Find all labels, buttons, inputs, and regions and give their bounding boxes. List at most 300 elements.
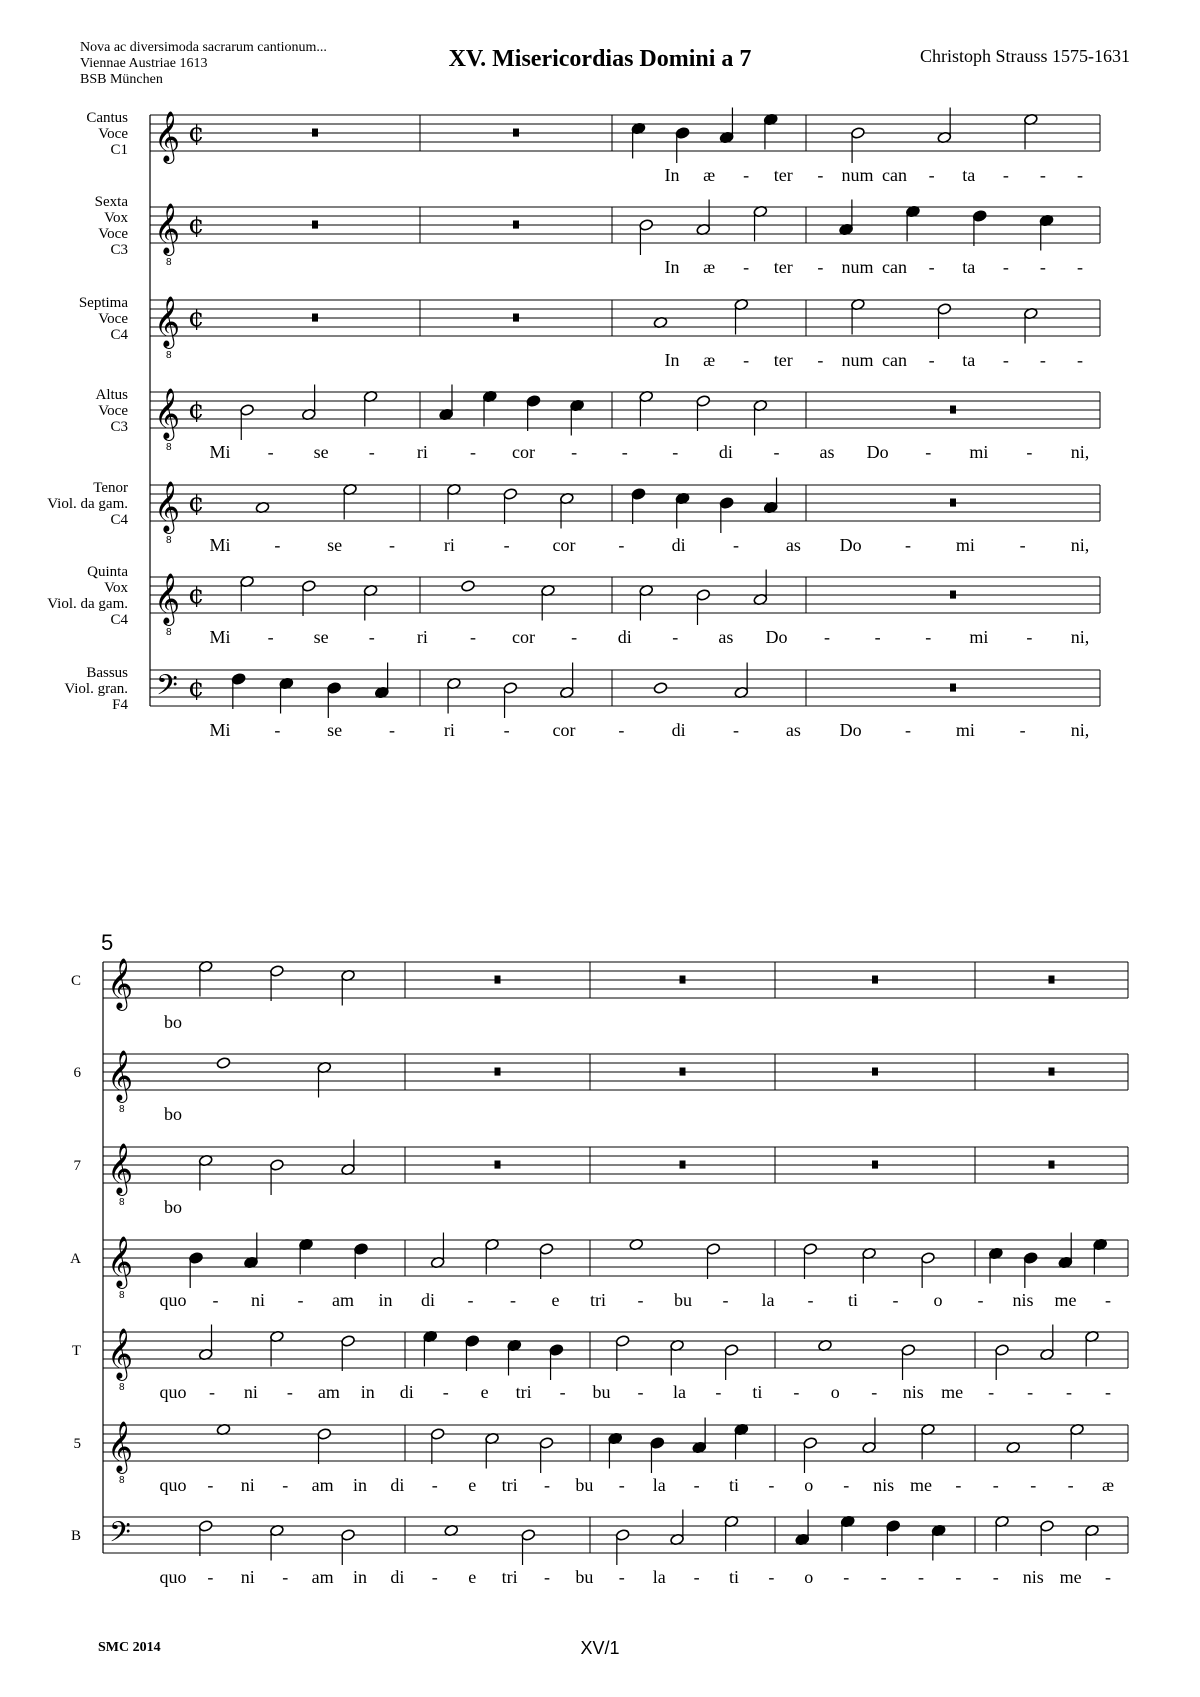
system-1-voice-3-time-signature: ¢ bbox=[188, 303, 205, 333]
system-1-voice-4-lyric: mi bbox=[969, 442, 989, 462]
system-2-voice-2-measure-2-rest bbox=[495, 1068, 501, 1076]
system-2-voice-4-lyric: - bbox=[467, 1290, 474, 1310]
system-2-voice-6-octave-mark: 8 bbox=[119, 1475, 125, 1486]
system-1-voice-5-lyric: di bbox=[671, 535, 686, 555]
system-1-voice-3-lyric: - bbox=[1002, 350, 1009, 370]
system-1-voice-7-lyric: - bbox=[503, 720, 510, 740]
system-1-voice-6-lyric: - bbox=[672, 627, 679, 647]
system-2-voice-7-lyric: - bbox=[207, 1567, 214, 1587]
system-2-voice-4-lyric: nis bbox=[1012, 1290, 1034, 1310]
footer-credit: SMC 2014 bbox=[98, 1640, 161, 1655]
system-1-voice-1-label-line: Voce bbox=[98, 126, 128, 142]
system-2-voice-4-lyric: - bbox=[807, 1290, 814, 1310]
system-2-voice-7-lyric: - bbox=[955, 1567, 962, 1587]
system-2-voice-4-lyric: - bbox=[212, 1290, 219, 1310]
system-2-voice-5-lyric: - bbox=[559, 1382, 566, 1402]
system-2-voice-6-lyric: - bbox=[1030, 1475, 1037, 1495]
system-2-voice-3-measure-2-rest bbox=[495, 1161, 501, 1169]
system-2-voice-6-lyric: - bbox=[1067, 1475, 1074, 1495]
system-2-voice-7-lyric: e bbox=[468, 1567, 477, 1587]
system-2-voice-5-lyric: - bbox=[208, 1382, 215, 1402]
system-2-voice-5-lyric: ti bbox=[752, 1382, 763, 1402]
system-1-voice-3-note-notehead bbox=[937, 303, 952, 316]
system-1-voice-5-lyric: mi bbox=[955, 535, 975, 555]
system-2-voice-5-lyric: - bbox=[286, 1382, 293, 1402]
system-2-voice-7-lyric: me bbox=[1059, 1567, 1082, 1587]
system-1-voice-5-note-notehead bbox=[503, 488, 518, 501]
system-2-voice-1-measure-5-rest bbox=[1049, 976, 1055, 984]
system-1-voice-3-lyric: ta bbox=[962, 350, 976, 370]
system-2-voice-5-lyric: ni bbox=[243, 1382, 258, 1402]
system-1-voice-4-label-line: Altus bbox=[95, 387, 128, 403]
page-number: XV/1 bbox=[580, 1638, 620, 1658]
system-1-voice-7-lyric: ri bbox=[443, 720, 455, 740]
system-1-voice-2-note-notehead bbox=[972, 210, 987, 223]
system-1-voice-1-lyric: æ bbox=[703, 165, 716, 185]
system-2-voice-7-lyric: - bbox=[431, 1567, 438, 1587]
system-2-voice-4-lyric: - bbox=[510, 1290, 516, 1310]
system-1-voice-2-label-line: Voce bbox=[98, 226, 128, 242]
system-1-voice-7-note-notehead bbox=[653, 682, 668, 695]
system-2-voice-6-treble-clef: 𝄞 bbox=[107, 1421, 134, 1472]
system-2-voice-6-lyric: nis bbox=[873, 1475, 895, 1495]
system-1-voice-2-treble-clef: 𝄞 bbox=[154, 203, 181, 254]
system-2-voice-6-lyric: la bbox=[652, 1475, 666, 1495]
system-1-voice-1-treble-clef: 𝄞 bbox=[154, 111, 181, 162]
system-1-voice-1-label-line: C1 bbox=[110, 142, 128, 158]
system-1-voice-3-lyric: - bbox=[817, 350, 824, 370]
system-2-voice-4-lyric: - bbox=[297, 1290, 304, 1310]
system-1-voice-6-time-signature: ¢ bbox=[188, 580, 205, 610]
system-2-voice-6-lyric: o bbox=[804, 1475, 814, 1495]
system-2-voice-5-lyric: di bbox=[399, 1382, 414, 1402]
system-2-voice-6-lyric: - bbox=[955, 1475, 962, 1495]
system-2-voice-7-note-notehead bbox=[341, 1529, 356, 1542]
system-1-voice-3-label-line: Septima bbox=[78, 295, 128, 311]
system-2-voice-4-note-notehead bbox=[921, 1252, 936, 1265]
system-2-voice-6-label-line: 5 bbox=[73, 1436, 81, 1452]
system-2-voice-1-measure-4-rest bbox=[872, 976, 878, 984]
system-2-voice-4-lyric: bu bbox=[674, 1290, 692, 1310]
system-2-voice-5-lyric: nis bbox=[902, 1382, 924, 1402]
system-1-voice-6-lyric: - bbox=[1026, 627, 1033, 647]
system-1-voice-4-label-line: C3 bbox=[110, 419, 128, 435]
system-1-voice-2-lyric: - bbox=[1002, 257, 1009, 277]
system-2-voice-6-lyric: - bbox=[618, 1475, 625, 1495]
system-2-voice-1-measure-3-rest bbox=[680, 976, 686, 984]
system-2-voice-7-note-notehead bbox=[1040, 1520, 1055, 1533]
system-1-voice-4-time-signature: ¢ bbox=[188, 395, 205, 425]
system-1-voice-7-lyric: - bbox=[905, 720, 911, 740]
system-2-voice-6-lyric: quo bbox=[159, 1475, 187, 1495]
system-2-voice-4-lyric: in bbox=[378, 1290, 393, 1310]
system-2-voice-5-treble-clef: 𝄞 bbox=[107, 1328, 134, 1379]
system-1-voice-3-label-line: C4 bbox=[110, 327, 128, 343]
system-1-voice-5-lyric: - bbox=[905, 535, 911, 555]
system-2-voice-5-lyric: - bbox=[715, 1382, 722, 1402]
system-2-voice-6-lyric: tri bbox=[501, 1475, 518, 1495]
system-1-voice-4-lyric: - bbox=[925, 442, 932, 462]
system-1-voice-6-measure-4-rest bbox=[950, 591, 956, 599]
system-2-voice-1-measure-2-rest bbox=[495, 976, 501, 984]
system-2-voice-5-lyric: - bbox=[1105, 1382, 1111, 1402]
system-2-voice-6-lyric: - bbox=[282, 1475, 289, 1495]
system-1-voice-5-lyric: Do bbox=[839, 535, 862, 555]
system-2-voice-6-note-notehead bbox=[650, 1437, 665, 1450]
system-2-voice-3-measure-3-rest bbox=[680, 1161, 686, 1169]
system-1-voice-7-label-line: Bassus bbox=[86, 665, 128, 681]
system-2-voice-4-lyric: - bbox=[722, 1290, 729, 1310]
system-1-voice-5-measure-4-rest bbox=[950, 499, 956, 507]
system-1-voice-2-lyric: ter bbox=[773, 257, 793, 277]
system-1-voice-6-lyric: se bbox=[313, 627, 329, 647]
system-1-voice-5-octave-mark: 8 bbox=[166, 535, 172, 546]
system-1-voice-6-lyric: - bbox=[571, 627, 578, 647]
system-2-voice-7-lyric: am bbox=[311, 1567, 334, 1587]
system-2-voice-5-lyric: bu bbox=[592, 1382, 611, 1402]
system-1-voice-5-label-line: C4 bbox=[110, 512, 128, 528]
system-2-voice-7-lyric: di bbox=[390, 1567, 405, 1587]
system-2-voice-4-octave-mark: 8 bbox=[119, 1290, 125, 1301]
system-2-voice-5-lyric: la bbox=[672, 1382, 686, 1402]
system-1-voice-2-lyric: In bbox=[664, 257, 680, 277]
system-1-voice-2-lyric: - bbox=[1039, 257, 1046, 277]
system-1-voice-7-lyric: - bbox=[618, 720, 625, 740]
system-2-voice-7-lyric: ti bbox=[728, 1567, 740, 1587]
system-2-voice-6-note-notehead bbox=[317, 1428, 332, 1441]
system-1-voice-5-lyric: ri bbox=[443, 535, 455, 555]
system-2-voice-5-lyric: - bbox=[988, 1382, 995, 1402]
system-1-voice-3-treble-clef: 𝄞 bbox=[154, 296, 181, 347]
system-2-voice-5-lyric: me bbox=[941, 1382, 964, 1402]
system-1-voice-5-time-signature: ¢ bbox=[188, 488, 205, 518]
system-2-voice-6-lyric: am bbox=[311, 1475, 334, 1495]
system-2-voice-7-lyric: - bbox=[1105, 1567, 1111, 1587]
system-2-voice-4-label-line: A bbox=[70, 1251, 81, 1267]
system-1-voice-4-note-notehead bbox=[240, 404, 255, 417]
system-1-voice-6-lyric: as bbox=[718, 627, 734, 647]
system-1-voice-5-lyric: - bbox=[389, 535, 395, 555]
system-1-voice-6-lyric: cor bbox=[512, 627, 536, 647]
system-1-voice-7-lyric: se bbox=[327, 720, 343, 740]
system-1-voice-7-note-notehead bbox=[503, 682, 518, 695]
system-2-voice-4-lyric: la bbox=[761, 1290, 775, 1310]
system-1-voice-4-octave-mark: 8 bbox=[166, 442, 172, 453]
system-1-voice-6-label-line: Quinta bbox=[87, 564, 128, 580]
system-2-measure-number: 5 bbox=[101, 930, 114, 955]
system-1-voice-2-label-line: C3 bbox=[110, 242, 128, 258]
source-line-2: Viennae Austriae 1613 bbox=[80, 56, 208, 71]
system-1-voice-7-label-line: F4 bbox=[112, 697, 128, 713]
system-1-voice-3-label-line: Voce bbox=[98, 311, 128, 327]
system-1-voice-4-lyric: cor bbox=[512, 442, 536, 462]
system-1-voice-5-label-line: Viol. da gam. bbox=[47, 496, 128, 512]
system-2-voice-7-lyric: ni bbox=[240, 1567, 255, 1587]
system-1-voice-5-lyric: - bbox=[503, 535, 510, 555]
system-1-voice-1-lyric: can bbox=[882, 165, 908, 185]
system-1-voice-7-lyric: di bbox=[671, 720, 686, 740]
system-1-voice-4-note-notehead bbox=[696, 395, 711, 408]
system-2-voice-7-lyric: la bbox=[652, 1567, 666, 1587]
system-1-voice-4-lyric: ri bbox=[416, 442, 428, 462]
system-1-voice-1-lyric: In bbox=[664, 165, 680, 185]
system-1-voice-2-label-line: Sexta bbox=[94, 194, 128, 210]
system-1-voice-5-note-notehead bbox=[631, 488, 646, 501]
system-2-voice-7-note-notehead bbox=[521, 1529, 536, 1542]
source-line-3: BSB München bbox=[80, 72, 163, 87]
system-1-voice-3-lyric: can bbox=[882, 350, 908, 370]
system-2-voice-3-note-notehead bbox=[270, 1159, 285, 1172]
system-1-voice-3-lyric: æ bbox=[703, 350, 716, 370]
system-1-voice-6-lyric: - bbox=[469, 627, 476, 647]
system-1-voice-7-lyric: - bbox=[733, 720, 739, 740]
system-2-voice-6-lyric: di bbox=[390, 1475, 405, 1495]
system-1-voice-7-lyric: Do bbox=[839, 720, 862, 740]
system-1-voice-5-lyric: as bbox=[785, 535, 801, 555]
system-1-voice-2-note-notehead bbox=[639, 219, 654, 232]
system-1-voice-5-lyric: Mi bbox=[209, 535, 231, 555]
system-2-voice-5-octave-mark: 8 bbox=[119, 1382, 125, 1393]
system-2-voice-4-note-notehead bbox=[189, 1252, 204, 1265]
system-1-voice-2-time-signature: ¢ bbox=[188, 210, 205, 240]
system-1-voice-4-lyric: se bbox=[313, 442, 329, 462]
source-line-1: Nova ac diversimoda sacrarum cantionum... bbox=[80, 40, 327, 55]
system-1-voice-6-lyric: - bbox=[874, 627, 881, 647]
system-2-voice-4-note-notehead bbox=[539, 1243, 554, 1256]
system-2-voice-7-lyric: - bbox=[282, 1567, 289, 1587]
system-1-voice-4-label-line: Voce bbox=[98, 403, 128, 419]
system-2-voice-3-treble-clef: 𝄞 bbox=[107, 1143, 134, 1194]
system-1-voice-4-treble-clef: 𝄞 bbox=[154, 388, 181, 439]
system-1-voice-4-lyric: - bbox=[773, 442, 780, 462]
system-2-voice-1-note-notehead bbox=[270, 965, 285, 978]
system-1-voice-4-lyric: - bbox=[469, 442, 476, 462]
system-1-voice-7-lyric: as bbox=[785, 720, 801, 740]
system-1-voice-2-lyric: num bbox=[841, 257, 874, 277]
system-2-voice-2-measure-3-rest bbox=[680, 1068, 686, 1076]
system-2-voice-1-label-line: C bbox=[70, 973, 81, 989]
system-1-voice-6-lyric: - bbox=[925, 627, 932, 647]
system-2-voice-4-lyric: tri bbox=[590, 1290, 606, 1310]
system-1-voice-5-lyric: ni, bbox=[1070, 535, 1090, 555]
system-2-voice-4-lyric: quo bbox=[159, 1290, 187, 1310]
system-1-voice-2-measure-1-rest bbox=[312, 221, 318, 229]
system-2-voice-5-note-notehead bbox=[465, 1335, 480, 1348]
system-2-voice-2-note-notehead bbox=[216, 1057, 231, 1070]
system-2-voice-5-note-notehead bbox=[341, 1335, 356, 1348]
system-1-voice-4-lyric: Mi bbox=[209, 442, 231, 462]
system-2-voice-4-lyric: - bbox=[1105, 1290, 1111, 1310]
system-2-voice-2-treble-clef: 𝄞 bbox=[107, 1050, 134, 1101]
system-1-voice-4-lyric: - bbox=[621, 442, 628, 462]
system-2-voice-2-label-line: 6 bbox=[73, 1065, 81, 1081]
system-2-voice-4-lyric: ti bbox=[847, 1290, 859, 1310]
system-2-voice-6-lyric: - bbox=[843, 1475, 850, 1495]
system-1-voice-3-measure-2-rest bbox=[513, 314, 519, 322]
system-2-voice-6-lyric: me bbox=[910, 1475, 932, 1495]
system-2-voice-5-lyric: - bbox=[793, 1382, 800, 1402]
system-1-voice-4-lyric: Do bbox=[866, 442, 889, 462]
system-2-voice-5-lyric: - bbox=[1027, 1382, 1034, 1402]
system-2-voice-4-lyric: o bbox=[933, 1290, 943, 1310]
system-1-voice-2-lyric: æ bbox=[703, 257, 716, 277]
system-1-voice-6-lyric: - bbox=[824, 627, 831, 647]
system-2-voice-6-lyric: ti bbox=[728, 1475, 740, 1495]
system-2-voice-7-lyric: - bbox=[544, 1567, 550, 1587]
system-1-voice-3-lyric: In bbox=[664, 350, 680, 370]
system-2-voice-5-note-notehead bbox=[901, 1344, 916, 1357]
system-1-voice-6-label-line: Vox bbox=[104, 580, 128, 596]
system-1-voice-2-lyric: - bbox=[817, 257, 824, 277]
system-2-voice-5-lyric: e bbox=[480, 1382, 489, 1402]
system-1-voice-2-lyric: - bbox=[1077, 257, 1083, 277]
system-1-voice-7-lyric: ni, bbox=[1070, 720, 1090, 740]
system-1-voice-3-lyric: num bbox=[841, 350, 874, 370]
system-2-voice-4-note-notehead bbox=[706, 1243, 721, 1256]
system-1-voice-6-lyric: Mi bbox=[209, 627, 231, 647]
system-1-voice-6-lyric: - bbox=[267, 627, 274, 647]
system-1-voice-5-lyric: cor bbox=[552, 535, 576, 555]
system-2-voice-4-note-notehead bbox=[1023, 1252, 1038, 1265]
system-2-voice-1-lyric: bo bbox=[164, 1012, 182, 1032]
system-2-voice-6-lyric: - bbox=[544, 1475, 550, 1495]
system-2-voice-7-lyric: - bbox=[693, 1567, 700, 1587]
system-2-voice-2-octave-mark: 8 bbox=[119, 1104, 125, 1115]
system-1-voice-2-lyric: can bbox=[882, 257, 908, 277]
piece-title: XV. Misericordias Domini a 7 bbox=[448, 46, 752, 72]
system-2-voice-5-label-line: T bbox=[71, 1343, 81, 1359]
system-2-voice-6-note-notehead bbox=[430, 1428, 445, 1441]
system-2-voice-7-lyric: quo bbox=[159, 1567, 187, 1587]
system-2-voice-4-lyric: - bbox=[637, 1290, 644, 1310]
system-2-voice-5-lyric: - bbox=[871, 1382, 878, 1402]
system-1-voice-1-lyric: - bbox=[743, 165, 750, 185]
system-1-voice-5-lyric: se bbox=[327, 535, 343, 555]
system-1-voice-2-lyric: - bbox=[743, 257, 750, 277]
system-1-voice-7-lyric: mi bbox=[955, 720, 975, 740]
system-2-voice-6-note-notehead bbox=[539, 1437, 554, 1450]
system-1-voice-3-lyric: - bbox=[743, 350, 750, 370]
system-1-voice-7-lyric: Mi bbox=[209, 720, 231, 740]
system-2-voice-4-lyric: - bbox=[892, 1290, 899, 1310]
system-1-voice-6-label-line: C4 bbox=[110, 612, 128, 628]
system-2-voice-5-lyric: o bbox=[830, 1382, 840, 1402]
system-2-voice-7-note-notehead bbox=[886, 1520, 901, 1533]
system-1-voice-7-lyric: - bbox=[389, 720, 395, 740]
system-2-voice-5-note-notehead bbox=[549, 1344, 564, 1357]
system-2-voice-7-lyric: o bbox=[804, 1567, 814, 1587]
system-1-voice-7-lyric: cor bbox=[552, 720, 576, 740]
system-1-voice-2-measure-2-rest bbox=[513, 221, 519, 229]
system-1-voice-5-lyric: - bbox=[1019, 535, 1026, 555]
system-2-voice-4-lyric: di bbox=[420, 1290, 436, 1310]
system-1-voice-6-lyric: mi bbox=[969, 627, 989, 647]
system-1-voice-5-note-notehead bbox=[719, 497, 734, 510]
system-2-voice-4-lyric: ni bbox=[250, 1290, 266, 1310]
system-2-voice-5-lyric: - bbox=[637, 1382, 644, 1402]
system-2-voice-5-note-notehead bbox=[995, 1344, 1010, 1357]
system-1-voice-5-treble-clef: 𝄞 bbox=[154, 481, 181, 532]
system-2-voice-3-measure-5-rest bbox=[1049, 1161, 1055, 1169]
system-2-voice-6-lyric: - bbox=[431, 1475, 438, 1495]
system-1-voice-7-label-line: Viol. gran. bbox=[64, 681, 128, 697]
system-1-voice-1-lyric: - bbox=[817, 165, 824, 185]
system-2-voice-1-treble-clef: 𝄞 bbox=[107, 958, 134, 1009]
system-2-voice-6-lyric: - bbox=[207, 1475, 214, 1495]
system-1-voice-6-note-notehead bbox=[301, 580, 316, 593]
system-1-voice-6-lyric: - bbox=[368, 627, 375, 647]
system-2-voice-3-lyric: bo bbox=[164, 1197, 182, 1217]
system-2-voice-7-lyric: - bbox=[618, 1567, 625, 1587]
system-1-voice-7-bass-clef: 𝄢 bbox=[156, 669, 178, 709]
system-2-voice-6-lyric: ni bbox=[240, 1475, 255, 1495]
system-2-voice-5-lyric: - bbox=[1066, 1382, 1073, 1402]
system-1-voice-5-label-line: Tenor bbox=[93, 480, 128, 496]
composer: Christoph Strauss 1575-1631 bbox=[919, 46, 1130, 66]
system-1-voice-1-lyric: - bbox=[1002, 165, 1009, 185]
system-1-voice-3-lyric: - bbox=[1039, 350, 1046, 370]
system-1-voice-3-lyric: - bbox=[1077, 350, 1083, 370]
system-2-voice-4-note-notehead bbox=[354, 1243, 369, 1256]
system-1-voice-7-lyric: - bbox=[1019, 720, 1026, 740]
system-1-voice-1-lyric: ta bbox=[962, 165, 976, 185]
system-1-voice-6-lyric: ni, bbox=[1070, 627, 1090, 647]
system-2-voice-6-lyric: - bbox=[992, 1475, 999, 1495]
system-1-voice-1-label-line: Cantus bbox=[86, 110, 128, 126]
system-1-voice-7-measure-4-rest bbox=[950, 684, 956, 692]
system-2-voice-5-lyric: - bbox=[442, 1382, 449, 1402]
system-2-voice-4-note-notehead bbox=[803, 1243, 818, 1256]
system-1-voice-4-note-notehead bbox=[526, 395, 541, 408]
system-1-voice-5-lyric: - bbox=[733, 535, 739, 555]
system-1-voice-2-lyric: ta bbox=[962, 257, 976, 277]
system-2-voice-5-lyric: am bbox=[317, 1382, 340, 1402]
system-1-voice-1-lyric: ter bbox=[773, 165, 793, 185]
system-1-voice-2-lyric: - bbox=[928, 257, 935, 277]
system-2-voice-7-lyric: - bbox=[843, 1567, 850, 1587]
system-1-voice-1-note-notehead bbox=[675, 127, 690, 140]
system-2-voice-6-lyric: bu bbox=[575, 1475, 594, 1495]
system-2-voice-7-lyric: nis bbox=[1022, 1567, 1044, 1587]
system-2-voice-4-lyric: - bbox=[977, 1290, 984, 1310]
system-1-voice-3-lyric: - bbox=[928, 350, 935, 370]
system-1-voice-7-lyric: - bbox=[274, 720, 281, 740]
system-2-voice-7-lyric: in bbox=[352, 1567, 368, 1587]
system-2-voice-2-lyric: bo bbox=[164, 1104, 182, 1124]
system-1-voice-2-label-line: Vox bbox=[104, 210, 128, 226]
system-1-voice-1-measure-2-rest bbox=[513, 129, 519, 137]
system-2-voice-3-label-line: 7 bbox=[73, 1158, 81, 1174]
system-1-voice-4-lyric: - bbox=[672, 442, 679, 462]
system-2-voice-7-lyric: - bbox=[992, 1567, 999, 1587]
system-2-voice-6-lyric: æ bbox=[1101, 1475, 1115, 1495]
system-1-voice-6-label-line: Viol. da gam. bbox=[47, 596, 128, 612]
system-1-voice-1-lyric: - bbox=[1077, 165, 1083, 185]
system-1-voice-4-lyric: - bbox=[368, 442, 375, 462]
system-1-voice-1-lyric: - bbox=[1039, 165, 1046, 185]
system-1-voice-6-lyric: di bbox=[617, 627, 632, 647]
system-2-voice-5-note-notehead bbox=[615, 1335, 630, 1348]
system-1-voice-3-lyric: ter bbox=[773, 350, 793, 370]
system-1-voice-5-lyric: - bbox=[618, 535, 625, 555]
system-1-voice-4-measure-4-rest bbox=[950, 406, 956, 414]
system-1-voice-4-lyric: - bbox=[1026, 442, 1033, 462]
system-1-voice-2-octave-mark: 8 bbox=[166, 257, 172, 268]
system-2-voice-5-lyric: in bbox=[360, 1382, 375, 1402]
system-2-voice-7-lyric: - bbox=[880, 1567, 887, 1587]
system-2-voice-4-lyric: me bbox=[1054, 1290, 1077, 1310]
system-2-voice-7-label-line: B bbox=[70, 1528, 81, 1544]
